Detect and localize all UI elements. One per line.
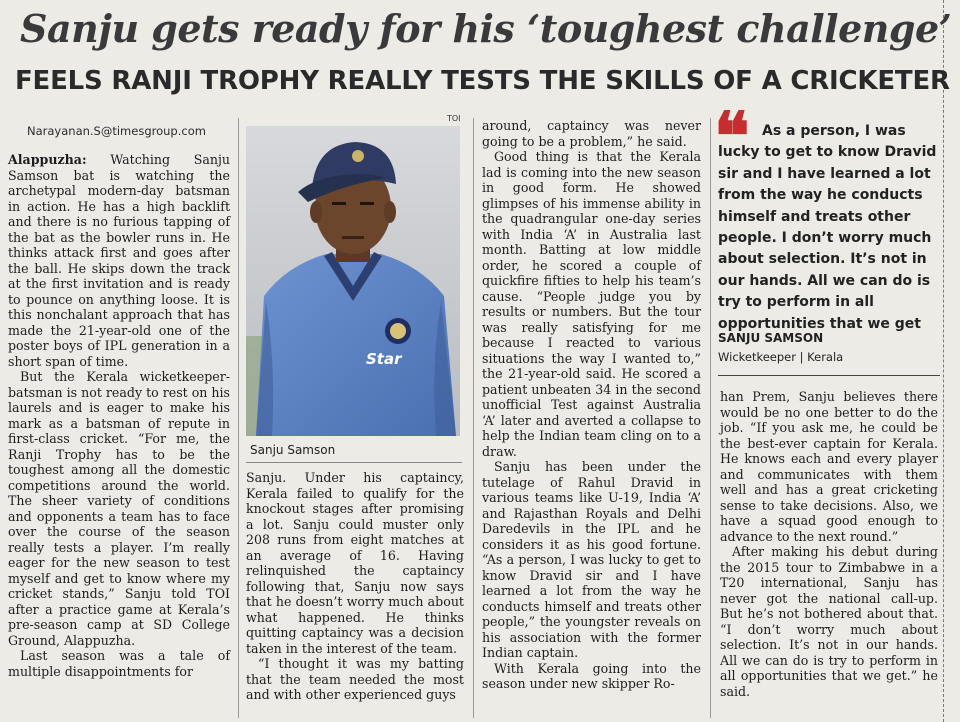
article-column-1 — [8, 152, 230, 679]
article-paragraph: But the Kerala wicketkeeper-batsman is not ready to rest on his laurels and is eager to make his mark as a batsman of repute in first-class cricket. “For me, the Ranji Trophy has to be the toughest among all the domestic competitions around the world. The sheer variety of conditions and opponents a team has to face over the course of the season really tests a player. I’m really eager for the new season to test myself and get to know where my cricket stands,” Sanju told TOI after a practice game at Kerala’s pre-season camp at SD College Ground, Alappuzha. — [8, 369, 231, 648]
article-column-2 — [246, 470, 464, 703]
article-paragraph: Good thing is that the Kerala lad is coming into the new season in good form. He showed glimpses of his immense ability in the quadrangular one-day series with India ‘A’ in Australia last month. Batting at low middle order, he scored a couple of quickfire fifties to help his team’s cause. “People judge you by results or numbers. But the tour was really satisfying for me because I reacted to various situations the way I wanted to,” the 21-year-old said. He scored a patient unbeaten 34 in the second unofficial Test against Australia ‘A’ later and averted a collapse to help the Indian team cling on to a draw. — [482, 149, 701, 459]
article-column-4 — [720, 389, 938, 699]
pull-quote-author: SANJU SAMSON — [718, 331, 824, 345]
column-rule — [710, 118, 711, 718]
subheadline: FEELS RANJI TROPHY REALLY TESTS THE SKILLS OF A CRICKETER — [15, 66, 950, 96]
quote-mark-icon: ❝ — [714, 97, 750, 175]
jersey-logo-text: Star — [366, 350, 402, 368]
article-paragraph: around, captaincy was never going to be a problem,” he said. — [482, 118, 701, 149]
page-edge-line — [943, 0, 944, 722]
player-photo — [246, 126, 460, 436]
article-paragraph: After making his debut during the 2015 tour to Zimbabwe in a T20 international, Sanju has never got the national call-up. But he’s not bothered about that. “I don’t worry much about selection. It’s not in our hands. All we can do is try to perform in all opportunities that we get.” he said. — [720, 544, 938, 699]
photo-credit: TOI — [447, 114, 461, 123]
player-portrait-illustration — [246, 126, 460, 436]
caption-rule — [246, 462, 462, 463]
article-paragraph: Last season was a tale of multiple disappointments for — [8, 648, 230, 679]
article-column-3 — [482, 118, 701, 692]
article-paragraph: “I thought it was my batting that the team needed the most and with other experienced guys — [246, 656, 464, 702]
article-paragraph: Sanju. Under his captaincy, Kerala failed to qualify for the knockout stages after promising a lot. Sanju could muster only 208 runs from eight matches at an average of 16. Having relinquished the captaincy following that, Sanju now says that he doesn’t worry much about what happened. He thinks quitting captaincy was a decision taken in the interest of the team. — [246, 470, 464, 656]
pull-quote-rule — [718, 375, 940, 376]
article-paragraph — [8, 152, 230, 369]
column-rule — [473, 118, 474, 718]
pull-quote-role: Wicketkeeper | Kerala — [718, 350, 844, 364]
article-paragraph: han Prem, Sanju believes there would be no one better to do the job. “If you ask me, he could be the best-ever captain for Kerala. He knows each and every player and communicates with them well and has a great cricketing sense to take decisions. Also, we have a squad good enough to advance to the next round.” — [720, 389, 938, 544]
column-rule — [238, 118, 239, 718]
headline: Sanju gets ready for his ‘toughest challenge’ — [20, 6, 952, 51]
article-paragraph: Sanju has been under the tutelage of Rahul Dravid in various teams like U-19, India ‘A’ and Rajasthan Royals and Delhi Daredevils in the IPL and he considers it as his good fortune. “As a person, I was lucky to get to know Dravid sir and I have learned a lot from the way he conducts himself and treats other people,” the youngster reveals on his association with the former Indian captain. — [482, 459, 701, 660]
pull-quote-text: As a person, I was lucky to get to know Dravid sir and I have learned a lot from the way he conducts himself and treats other people. I don’t worry much about selection. It’s not in our hands. All we can do is try to perform in all opportunities that we get — [718, 123, 937, 332]
photo-caption: Sanju Samson — [250, 443, 336, 457]
byline: Narayanan.S@timesgroup.com — [27, 124, 206, 138]
article-paragraph: With Kerala going into the season under new skipper Ro- — [482, 660, 701, 691]
dateline: Alappuzha: — [8, 152, 87, 167]
paragraph-text: Watching Sanju Samson bat is watching the archetypal modern-day batsman in action. He has a high backlift and there is no furious tapping of the bat as the bowler runs in. He thinks attack first and goes after the ball. He skips down the track at the first invitation and is ready to pounce on anything loose. It is this nonchalant approach that has made the 21-year-old one of the poster boys of IPL generation in a short span of time. — [8, 152, 230, 369]
